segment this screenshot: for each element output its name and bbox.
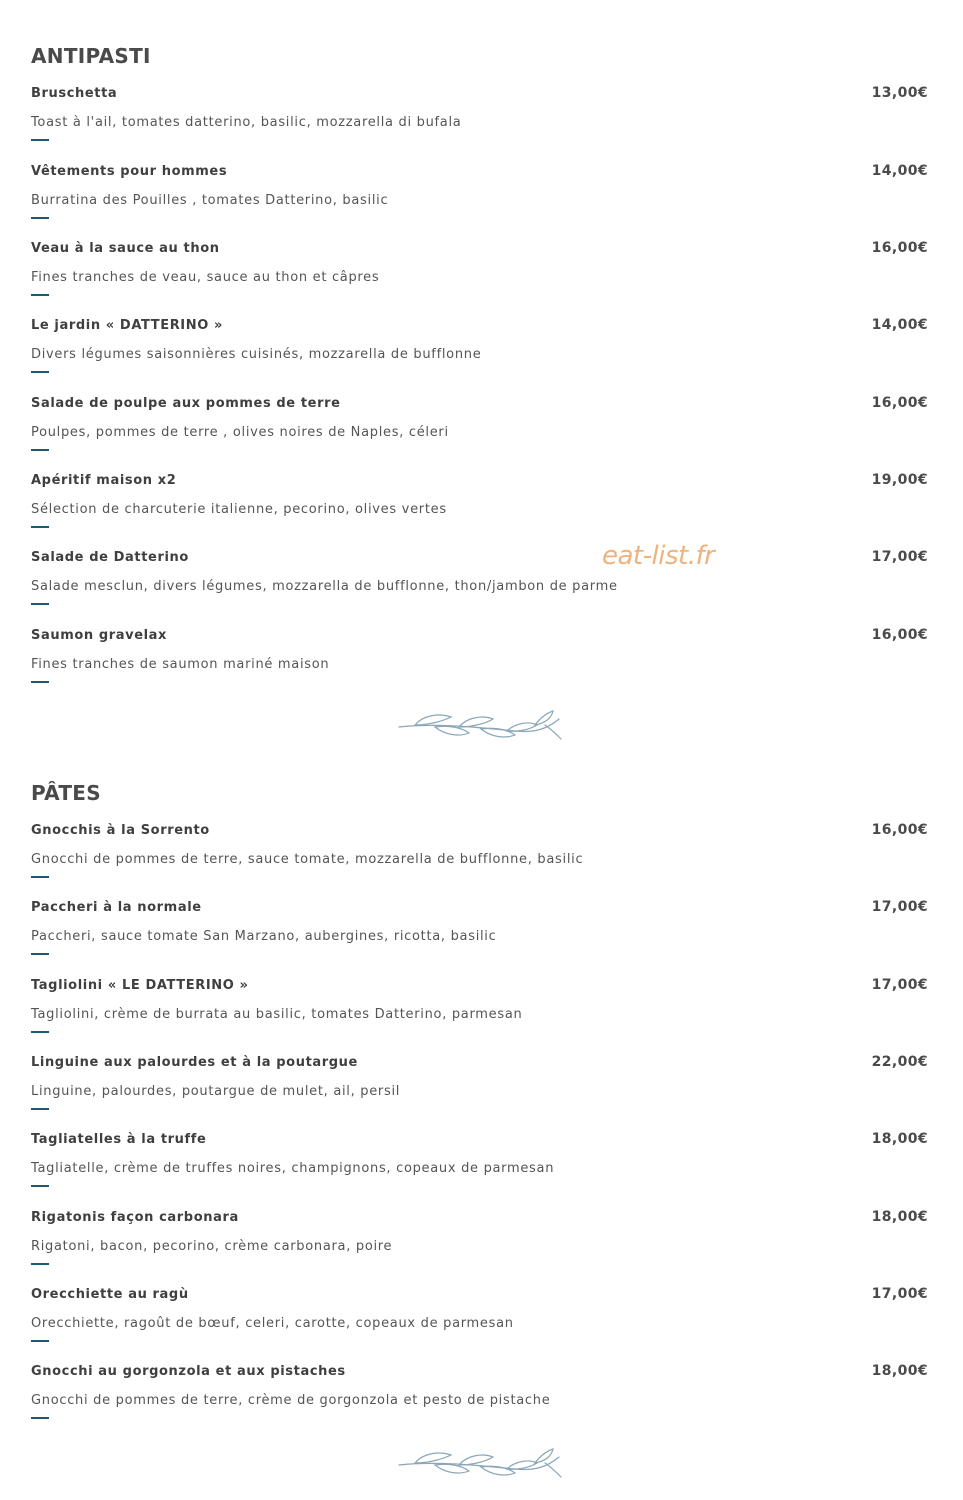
- item-separator: [31, 526, 49, 528]
- menu-item-name: Salade de Datterino: [31, 550, 189, 565]
- menu-item: [0, 1210, 963, 1288]
- menu-item-name: Veau à la sauce au thon: [31, 241, 220, 256]
- menu-item-price: 16,00€: [871, 822, 928, 838]
- menu-item: [0, 1132, 963, 1210]
- item-separator: [31, 1031, 49, 1033]
- menu-item-name: Salade de poulpe aux pommes de terre: [31, 396, 341, 411]
- menu-item-name: Rigatonis façon carbonara: [31, 1210, 239, 1225]
- menu-item: [0, 550, 963, 628]
- menu-item-name: Bruschetta: [31, 86, 118, 101]
- menu-item-name: Tagliolini « LE DATTERINO »: [31, 978, 249, 993]
- item-separator: [31, 449, 49, 451]
- menu-item-price: 17,00€: [871, 977, 928, 993]
- item-separator: [31, 1263, 49, 1265]
- menu-item: [0, 241, 963, 319]
- item-separator: [31, 1185, 49, 1187]
- item-separator: [31, 217, 49, 219]
- menu-item: [0, 978, 963, 1056]
- menu-item-price: 16,00€: [871, 395, 928, 411]
- menu-item-name: Gnocchi au gorgonzola et aux pistaches: [31, 1364, 346, 1379]
- item-separator: [31, 1108, 49, 1110]
- menu-item: [0, 86, 963, 164]
- menu-item-description: Divers légumes saisonnières cuisinés, mozzarella de bufflonne: [31, 347, 482, 362]
- menu-item: [0, 473, 963, 551]
- menu-item-name: Paccheri à la normale: [31, 900, 202, 915]
- menu-item-description: Linguine, palourdes, poutargue de mulet, ail, persil: [31, 1084, 401, 1099]
- menu-item: [0, 164, 963, 242]
- menu-item-price: 14,00€: [871, 317, 928, 333]
- item-separator: [31, 371, 49, 373]
- item-separator: [31, 681, 49, 683]
- menu-item-price: 19,00€: [871, 472, 928, 488]
- item-separator: [31, 139, 49, 141]
- section-title: ANTIPASTI: [31, 44, 151, 68]
- menu-item-description: Gnocchi de pommes de terre, crème de gorgonzola et pesto de pistache: [31, 1393, 551, 1408]
- menu-item-name: Le jardin « DATTERINO »: [31, 318, 223, 333]
- menu-item-name: Linguine aux palourdes et à la poutargue: [31, 1055, 358, 1070]
- olive-branch-icon: [395, 705, 565, 745]
- menu-item-description: Toast à l'ail, tomates datterino, basilic, mozzarella di bufala: [31, 115, 462, 130]
- item-separator: [31, 1417, 49, 1419]
- menu-item-price: 18,00€: [871, 1363, 928, 1379]
- menu-item-price: 13,00€: [871, 85, 928, 101]
- menu-item-name: Apéritif maison x2: [31, 473, 177, 488]
- menu-item: [0, 1287, 963, 1365]
- menu-item: [0, 823, 963, 901]
- menu-item-price: 16,00€: [871, 240, 928, 256]
- menu-item: [0, 1364, 963, 1442]
- menu-item-description: Rigatoni, bacon, pecorino, crème carbonara, poire: [31, 1239, 393, 1254]
- menu-item-name: Gnocchis à la Sorrento: [31, 823, 210, 838]
- menu-item-name: Orecchiette au ragù: [31, 1287, 189, 1302]
- menu-item-price: 18,00€: [871, 1209, 928, 1225]
- menu-item-price: 16,00€: [871, 627, 928, 643]
- menu-item-description: Burratina des Pouilles , tomates Datterino, basilic: [31, 193, 389, 208]
- menu-item-name: Saumon gravelax: [31, 628, 168, 643]
- menu-item: [0, 1055, 963, 1133]
- menu-item: [0, 628, 963, 706]
- menu-item-price: 17,00€: [871, 1286, 928, 1302]
- menu-item-price: 18,00€: [871, 1131, 928, 1147]
- menu-item-description: Sélection de charcuterie italienne, pecorino, olives vertes: [31, 502, 447, 517]
- menu-item-name: Tagliatelles à la truffe: [31, 1132, 207, 1147]
- item-separator: [31, 603, 49, 605]
- item-separator: [31, 1340, 49, 1342]
- watermark-text: eat-list.fr: [602, 541, 715, 571]
- item-separator: [31, 294, 49, 296]
- olive-branch-icon: [395, 1443, 565, 1483]
- item-separator: [31, 953, 49, 955]
- menu-item-name: Vêtements pour hommes: [31, 164, 228, 179]
- menu-item: [0, 396, 963, 474]
- menu-item-description: Tagliolini, crème de burrata au basilic, tomates Datterino, parmesan: [31, 1007, 523, 1022]
- section-title: PÂTES: [31, 781, 101, 805]
- menu-item-description: Gnocchi de pommes de terre, sauce tomate, mozzarella de bufflonne, basilic: [31, 852, 584, 867]
- menu-item-price: 22,00€: [871, 1054, 928, 1070]
- menu-item-price: 17,00€: [871, 549, 928, 565]
- menu-item-price: 17,00€: [871, 899, 928, 915]
- menu-item-description: Salade mesclun, divers légumes, mozzarella de bufflonne, thon/jambon de parme: [31, 579, 618, 594]
- menu-item-description: Fines tranches de saumon mariné maison: [31, 657, 330, 672]
- menu-item-description: Orecchiette, ragoût de bœuf, celeri, carotte, copeaux de parmesan: [31, 1316, 514, 1331]
- menu-item-description: Poulpes, pommes de terre , olives noires de Naples, céleri: [31, 425, 449, 440]
- menu-item-description: Fines tranches de veau, sauce au thon et câpres: [31, 270, 380, 285]
- menu-item: [0, 318, 963, 396]
- menu-item-description: Paccheri, sauce tomate San Marzano, aubergines, ricotta, basilic: [31, 929, 497, 944]
- menu-item-description: Tagliatelle, crème de truffes noires, champignons, copeaux de parmesan: [31, 1161, 555, 1176]
- menu-item: [0, 900, 963, 978]
- item-separator: [31, 876, 49, 878]
- menu-item-price: 14,00€: [871, 163, 928, 179]
